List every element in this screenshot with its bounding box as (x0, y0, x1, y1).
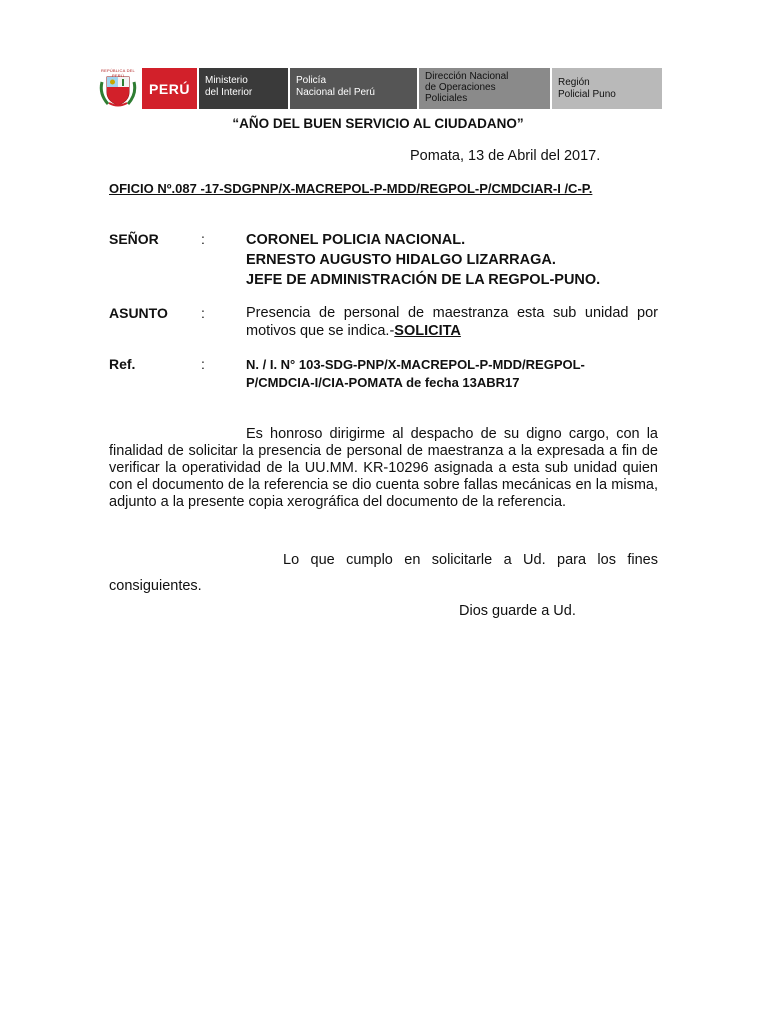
ref-text: N. / I. N° 103-SDG-PNP/X-MACREPOL-P-MDD/REGPOL- P/CMDCIA-I/CIA-POMATA de fecha 13ABR17 (246, 357, 585, 390)
place-date: Pomata, 13 de Abril del 2017. (410, 148, 601, 164)
direction-label: Dirección Nacional de Operaciones Policiales (419, 68, 550, 109)
solicita-emphasis: SOLICITA (394, 323, 461, 339)
ministry-label: Ministerio del Interior (199, 68, 288, 109)
asunto-text: Presencia de personal de maestranza esta sub unidad por motivos que se indica.-SOLICITA (246, 305, 658, 339)
farewell: Dios guarde a Ud. (459, 603, 576, 619)
closing-line-1: Lo que cumplo en solicitarle a Ud. para los fines (283, 552, 658, 568)
coat-of-arms-logo (96, 68, 140, 109)
senor-colon: : (201, 231, 205, 247)
region-label: Región Policial Puno (552, 68, 662, 109)
closing-line-2: consiguientes. (109, 578, 202, 594)
recipient-name: ERNESTO AUGUSTO HIDALGO LIZARRAGA. (246, 252, 556, 268)
oficio-number: OFICIO Nº.087 -17-SDGPNP/X-MACREPOL-P-MDD/REGPOL-P/CMDCIAR-I /C-P. (109, 181, 593, 196)
police-label: Policía Nacional del Perú (290, 68, 417, 109)
peru-brand: PERÚ (142, 68, 197, 109)
ref-label: Ref. (109, 356, 136, 372)
ref-colon: : (201, 356, 205, 372)
asunto-label: ASUNTO (109, 305, 168, 321)
asunto-colon: : (201, 305, 205, 321)
recipient-position: JEFE DE ADMINISTRACIÓN DE LA REGPOL-PUNO. (246, 272, 601, 288)
year-title: “AÑO DEL BUEN SERVICIO AL CIUDADANO” (232, 116, 524, 131)
institutional-header (96, 68, 662, 109)
recipient-rank: CORONEL POLICIA NACIONAL. (246, 232, 466, 248)
body-paragraph: Es honroso dirigirme al despacho de su digno cargo, con la finalidad de solicitar la presencia de personal de maestranza a la expresada a fin de verificar la operatividad de la UU.MM. KR-10296 asignada a esta sub unidad quien con el documento de la referencia se dio cuenta sobre fallas mecánicas en la misma, adjunto a la presente copia xerográfica del documento de la referencia. (109, 426, 658, 510)
senor-label: SEÑOR (109, 231, 159, 247)
seal-text: REPÚBLICA DEL PERÚ (101, 68, 135, 78)
recipient-block (246, 230, 600, 290)
